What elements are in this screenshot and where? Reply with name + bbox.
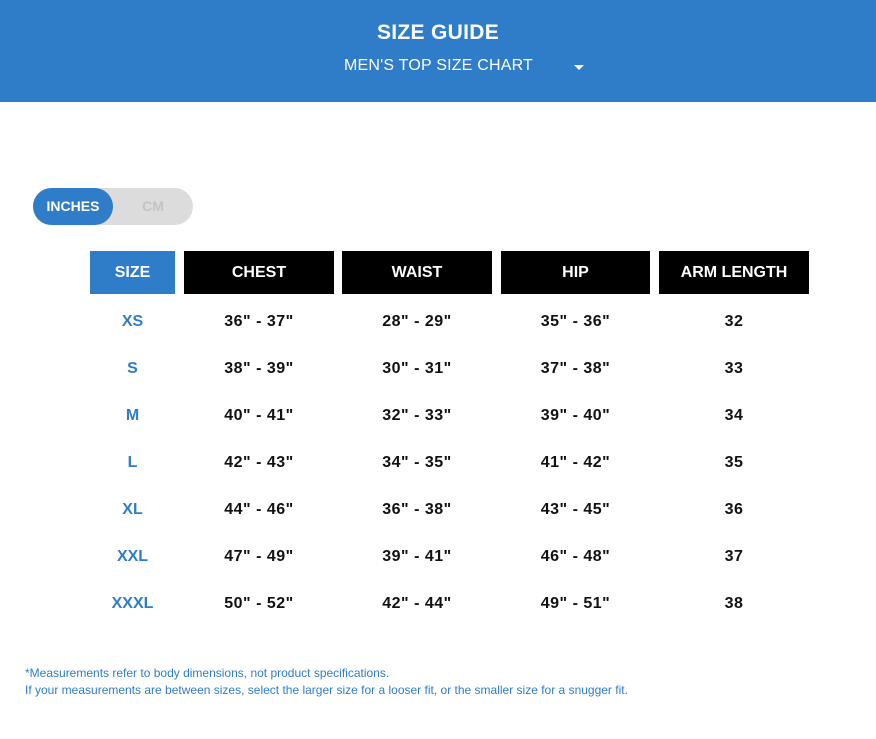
table-row (0, 345, 876, 392)
table-row (0, 486, 876, 533)
header-arm-length: ARM LENGTH (659, 251, 809, 294)
table-row (0, 439, 876, 486)
hip-cell: 37" - 38" (540, 360, 611, 377)
waist-cell: 42" - 44" (382, 595, 452, 612)
chest-cell: 36" - 37" (224, 313, 294, 330)
note-line-1: *Measurements refer to body dimensions, not product specifications. (25, 666, 390, 680)
arm-length-cell: 36 (724, 501, 744, 518)
size-cell: XS (121, 313, 144, 330)
chest-cell: 38" - 39" (224, 360, 294, 377)
arm-length-cell: 37 (724, 548, 744, 565)
size-cell: L (127, 454, 138, 471)
note-line-2: If your measurements are between sizes, select the larger size for a looser fit, or the smaller size for a snugger fit. (25, 683, 628, 697)
header-waist: WAIST (342, 251, 492, 294)
hip-cell: 39" - 40" (540, 407, 611, 424)
measurement-notes (25, 665, 865, 699)
size-cell: XL (122, 501, 143, 518)
arm-length-cell: 34 (724, 407, 744, 424)
waist-cell: 28" - 29" (382, 313, 452, 330)
hip-cell: 43" - 45" (540, 501, 611, 518)
hip-cell: 46" - 48" (540, 548, 611, 565)
chest-cell: 40" - 41" (224, 407, 294, 424)
waist-cell: 30" - 31" (382, 360, 452, 377)
unit-cm-option[interactable]: CM (142, 198, 164, 214)
table-row (0, 533, 876, 580)
hip-cell: 35" - 36" (540, 313, 611, 330)
table-row (0, 392, 876, 439)
header-chest: CHEST (184, 251, 334, 294)
waist-cell: 39" - 41" (382, 548, 452, 565)
chest-cell: 47" - 49" (224, 548, 294, 565)
size-cell: M (125, 407, 140, 424)
chest-cell: 50" - 52" (224, 595, 294, 612)
arm-length-cell: 32 (724, 313, 744, 330)
hip-cell: 49" - 51" (540, 595, 611, 612)
waist-cell: 32" - 33" (382, 407, 452, 424)
page-title: SIZE GUIDE (376, 21, 500, 44)
size-chart-dropdown-label: MEN'S TOP SIZE CHART (344, 57, 534, 74)
arm-length-cell: 38 (724, 595, 744, 612)
arm-length-cell: 33 (724, 360, 744, 377)
hip-cell: 41" - 42" (540, 454, 611, 471)
header-hip: HIP (501, 251, 650, 294)
size-cell: XXL (116, 548, 149, 565)
chest-cell: 42" - 43" (224, 454, 294, 471)
size-cell: XXXL (111, 595, 154, 612)
caret-down-icon (574, 65, 584, 70)
unit-inches-option[interactable]: INCHES (33, 188, 113, 225)
arm-length-cell: 35 (724, 454, 744, 471)
chest-cell: 44" - 46" (224, 501, 294, 518)
table-row (0, 580, 876, 627)
size-chart-dropdown[interactable] (330, 55, 590, 79)
size-cell: S (127, 360, 138, 377)
header-bar (0, 0, 876, 102)
waist-cell: 36" - 38" (382, 501, 452, 518)
header-size: SIZE (90, 251, 175, 294)
unit-toggle (33, 188, 193, 225)
waist-cell: 34" - 35" (382, 454, 452, 471)
table-row (0, 298, 876, 345)
